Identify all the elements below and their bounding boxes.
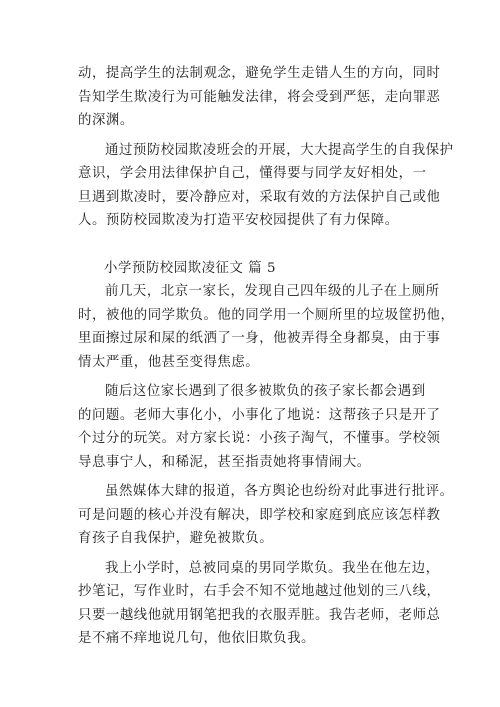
text-line: 告知学生欺凌行为可能触发法律，将会受到严惩，走向罪恶	[78, 89, 441, 105]
text-line: 只要一越线他就用钢笔把我的衣服弄脏。我告老师，老师总	[78, 607, 441, 623]
text-line: 导息事宁人，和稀泥，甚至指责她将事情闹大。	[78, 454, 371, 470]
document-page	[78, 62, 455, 657]
text-line: 里面擦过尿和屎的纸洒了一身，他被弄得全身都臭，由于事	[78, 331, 441, 346]
paragraph-2	[78, 139, 454, 233]
text-line: 个过分的玩笑。对方家长说：小孩子淘气，不懂事。学校领	[78, 431, 441, 446]
paragraph-5	[78, 480, 454, 551]
text-line: 意识，学会用法律保护自己，懂得要与同学友好相处，一	[78, 166, 427, 181]
section-heading: 小学预防校园欺凌征文 篇 5	[104, 260, 277, 276]
text-line: 的深渊。	[78, 113, 134, 128]
paragraph-3	[78, 280, 455, 374]
text-line: 前几天，北京一家长，发现自己四年级的儿子在上厕所	[105, 284, 440, 299]
text-line: 是不痛不痒地说几句，他依旧欺负我。	[78, 631, 315, 646]
text-line: 的问题。老师大事化小，小事化了地说：这帮孩子只是开了	[78, 407, 441, 423]
text-line: 时，被他的同学欺负。他的同学用一个厕所里的垃圾筐扔他，	[78, 307, 455, 323]
paragraph-1	[78, 62, 441, 133]
text-line: 随后这位家长遇到了很多被欺负的孩子家长都会遇到	[105, 384, 426, 399]
paragraph-4	[78, 380, 441, 474]
paragraph-6	[78, 557, 441, 651]
text-line: 通过预防校园欺凌班会的开展，大大提高学生的自我保护	[105, 142, 454, 158]
text-line: 虽然媒体大肆的报道，各方舆论也纷纷对此事进行批评。	[105, 484, 454, 499]
text-line: 旦遇到欺凌时，要冷静应对，采取有效的方法保护自己或他	[78, 189, 441, 205]
text-line: 人。预防校园欺凌为打造平安校园提供了有力保障。	[78, 213, 399, 228]
text-line: 情太严重，他甚至变得焦虑。	[78, 354, 260, 370]
text-line: 育孩子自我保护，避免被欺负。	[78, 531, 274, 546]
text-line: 动，提高学生的法制观念，避免学生走错人生的方向，同时	[78, 66, 441, 81]
text-line: 抄笔记，写作业时，右手会不知不觉地越过他划的三八线，	[78, 584, 441, 599]
text-line: 我上小学时，总被同桌的男同学欺负。我坐在他左边，	[105, 560, 440, 576]
text-line: 可是问题的核心并没有解决，即学校和家庭到底应该怎样教	[78, 507, 441, 523]
